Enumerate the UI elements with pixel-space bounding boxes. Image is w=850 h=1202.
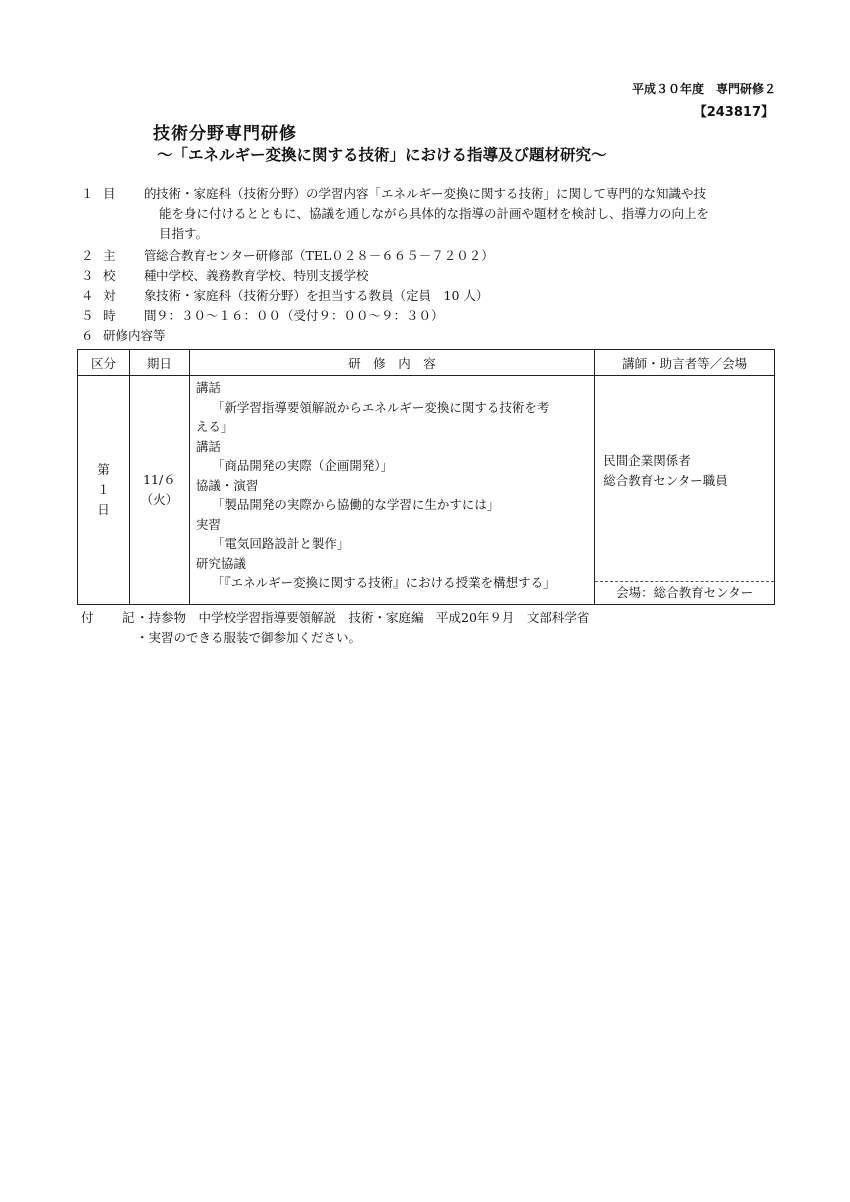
- lecturer: 総合教育センター職員: [603, 473, 728, 488]
- item-content: [81, 326, 166, 346]
- content-cell: [189, 376, 594, 605]
- content-line: 研究協議: [195, 555, 246, 571]
- purpose-continuation: [159, 204, 779, 244]
- item-label: 時 間: [103, 308, 165, 323]
- item-label: 対 象: [103, 288, 165, 303]
- note-line: ・実習のできる服装で御参加ください。: [136, 630, 362, 645]
- content-line: 「製品開発の実際から協働的な学習に生かすには」: [211, 497, 500, 512]
- division-cell: [78, 376, 130, 605]
- table-header-row: [78, 350, 775, 376]
- venue: 会場：総合教育センター: [595, 581, 774, 604]
- item-target: [81, 286, 488, 306]
- schedule-table: [77, 349, 775, 605]
- content-line: 講話: [195, 438, 221, 454]
- item-text: 総合教育センター研修部（TEL０２８－６６５－７２０２）: [156, 248, 494, 263]
- lecturer: 民間企業関係者: [603, 453, 691, 468]
- item-number: ５: [81, 308, 94, 323]
- lecturer-cell: [595, 376, 775, 605]
- weekday: （火）: [140, 492, 179, 507]
- lecturer-list: [603, 451, 728, 491]
- table-row: [78, 376, 775, 605]
- item-label: 研修内容等: [103, 328, 166, 343]
- content-line: 講話: [195, 380, 221, 395]
- division-char: １: [97, 482, 110, 497]
- purpose-line: 能を身に付けるとともに、協議を通しながら具体的な指導の計画や題材を検討し、指導力の向上を: [159, 206, 710, 221]
- header-division: 区分: [78, 350, 130, 376]
- note: [81, 608, 589, 628]
- purpose-line: 目指す。: [159, 226, 209, 241]
- content-line: 協議・演習: [195, 477, 259, 493]
- item-text: ９：３０～１６：００（受付９：００～９：３０）: [156, 308, 444, 323]
- content-line: 「商品開発の実際（企画開発）」: [211, 458, 394, 473]
- item-number: ４: [81, 288, 94, 303]
- note-label: 付 記: [81, 610, 143, 625]
- course-code: 【243817】: [693, 105, 774, 120]
- item-number: ６: [81, 328, 94, 343]
- content-line: 「『エネルギー変換に関する技術』における授業を構想する」: [211, 575, 556, 590]
- item-label: 目 的: [103, 186, 165, 201]
- page-subtitle: ～「エネルギー変換に関する技術」における指導及び題材研究～: [157, 146, 607, 164]
- content-line: 「電気回路設計と製作」: [211, 536, 350, 551]
- division-char: 第: [97, 462, 110, 477]
- item-purpose: [81, 184, 706, 204]
- item-text: 技術・家庭科（技術分野）の学習内容「エネルギー変換に関する技術」に関して専門的な知識や技: [156, 186, 707, 201]
- header-date: 期日: [129, 350, 189, 376]
- content-line: える」: [195, 419, 234, 434]
- item-text: 技術・家庭科（技術分野）を担当する教員（定員 10 人）: [156, 288, 489, 303]
- item-number: ２: [81, 248, 94, 263]
- content-list: [190, 376, 594, 597]
- item-organizer: [81, 246, 494, 266]
- header-content: 研 修 内 容: [189, 350, 594, 376]
- division-char: 日: [97, 502, 110, 517]
- page-title: 技術分野専門研修: [153, 124, 297, 144]
- item-number: ３: [81, 268, 94, 283]
- date: 11/６: [143, 472, 176, 487]
- date-cell: [129, 376, 189, 605]
- content-line: 「新学習指導要領解説からエネルギー変換に関する技術を考: [211, 399, 550, 415]
- item-number: １: [81, 186, 94, 201]
- item-text: 中学校、義務教育学校、特別支援学校: [156, 268, 369, 283]
- header-lecturer: 講師・助言者等／会場: [595, 350, 775, 376]
- item-label: 主 管: [103, 248, 165, 263]
- content-line: 実習: [195, 516, 221, 532]
- note-line: ・持参物 中学校学習指導要領解説 技術・家庭編 平成20年９月 文部科学省: [136, 610, 590, 625]
- year-label: 平成３０年度 専門研修２: [631, 82, 776, 96]
- item-label: 校 種: [103, 268, 165, 283]
- item-time: [81, 306, 444, 326]
- item-school-type: [81, 266, 369, 286]
